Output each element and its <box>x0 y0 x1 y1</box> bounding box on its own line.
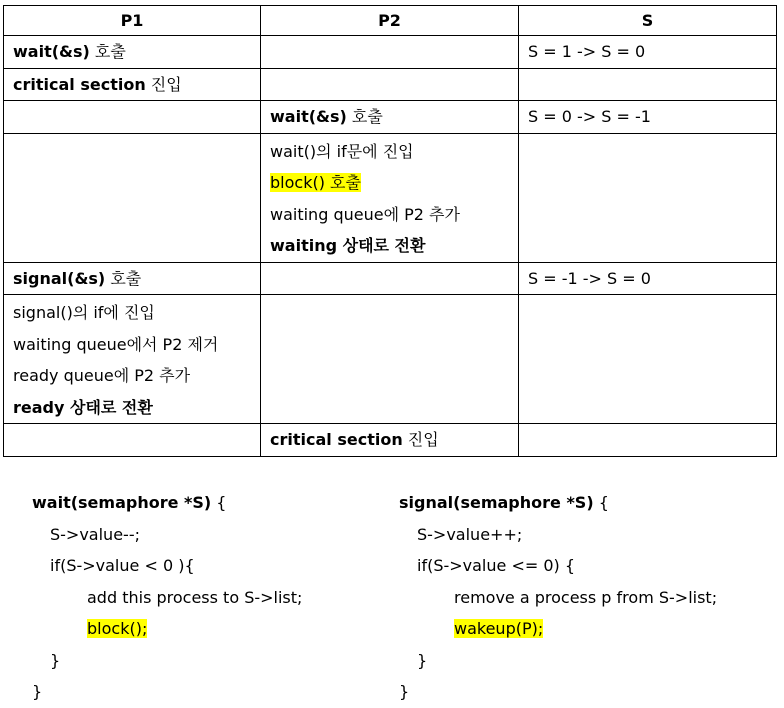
cell-line: waiting 상태로 전환 <box>270 236 426 255</box>
cell-p2 <box>261 133 519 262</box>
table-row <box>4 424 777 457</box>
code-line <box>399 487 717 519</box>
code-brace: { <box>593 493 609 512</box>
cell-p1 <box>4 101 261 134</box>
cell-p1 <box>4 36 261 69</box>
signal-code-block <box>399 487 717 708</box>
cell-p2 <box>261 262 519 295</box>
cell-line: signal()의 if에 진입 <box>13 303 155 322</box>
cell-text-bold: critical section <box>270 430 403 449</box>
code-line: S->value++; <box>417 524 523 544</box>
semaphore-trace-table <box>3 5 777 457</box>
cell-text: 호출 <box>105 268 142 288</box>
cell-line: wait()의 if문에 진입 <box>270 141 414 161</box>
table-row <box>4 295 777 424</box>
header-p1: P1 <box>4 6 261 36</box>
function-signature: wait(semaphore *S) <box>32 493 212 512</box>
cell-p1 <box>4 133 261 262</box>
cell-s <box>519 295 777 424</box>
cell-line: waiting queue에서 P2 제거 <box>13 334 219 354</box>
cell-s: S = 0 -> S = -1 <box>519 101 777 134</box>
header-s: S <box>519 6 777 36</box>
table-row <box>4 101 777 134</box>
cell-p2 <box>261 295 519 424</box>
code-line: if(S->value < 0 ){ <box>50 556 195 575</box>
cell-p2 <box>261 36 519 69</box>
cell-p1 <box>4 68 261 101</box>
table-row <box>4 133 777 262</box>
cell-line: ready 상태로 전환 <box>13 397 153 417</box>
cell-line: waiting queue에 P2 추가 <box>270 204 460 224</box>
cell-p1 <box>4 424 261 457</box>
cell-text-bold: signal(&s) <box>13 268 106 288</box>
code-line: if(S->value <= 0) { <box>417 556 576 575</box>
table-row <box>4 36 777 69</box>
table-row <box>4 68 777 101</box>
code-line <box>32 613 302 645</box>
cell-p2 <box>261 68 519 101</box>
cell-text: 호출 <box>346 107 383 126</box>
code-line <box>32 487 302 519</box>
cell-p2 <box>261 424 519 457</box>
cell-s <box>519 424 777 457</box>
highlighted-text: wakeup(P); <box>454 619 544 638</box>
code-brace: { <box>211 493 227 512</box>
table-row <box>4 262 777 295</box>
cell-line: ready queue에 P2 추가 <box>13 366 191 385</box>
function-signature: signal(semaphore *S) <box>399 493 594 512</box>
cell-text: 진입 <box>145 74 182 94</box>
cell-s: S = 1 -> S = 0 <box>519 36 777 69</box>
cell-text-bold: wait(&s) <box>13 42 90 61</box>
cell-text-bold: critical section <box>13 74 146 94</box>
table-header-row <box>4 6 777 36</box>
code-line: } <box>32 682 43 701</box>
highlighted-text: block() 호출 <box>270 173 361 192</box>
cell-s <box>519 133 777 262</box>
code-line: S->value--; <box>50 524 140 544</box>
cell-text-bold: wait(&s) <box>270 107 347 126</box>
code-line: add this process to S->list; <box>87 587 303 607</box>
cell-line <box>270 167 509 199</box>
cell-s <box>519 68 777 101</box>
code-line: } <box>399 682 410 701</box>
cell-text: 진입 <box>402 430 439 449</box>
code-line: remove a process p from S->list; <box>454 587 718 607</box>
header-p2: P2 <box>261 6 519 36</box>
cell-p2 <box>261 101 519 134</box>
cell-p1 <box>4 295 261 424</box>
code-line: } <box>417 650 428 670</box>
wait-code-block <box>32 487 302 708</box>
code-line <box>399 613 717 645</box>
cell-s: S = -1 -> S = 0 <box>519 262 777 295</box>
highlighted-text: block(); <box>87 619 148 638</box>
cell-text: 호출 <box>89 42 126 61</box>
cell-p1 <box>4 262 261 295</box>
code-line: } <box>50 650 61 670</box>
